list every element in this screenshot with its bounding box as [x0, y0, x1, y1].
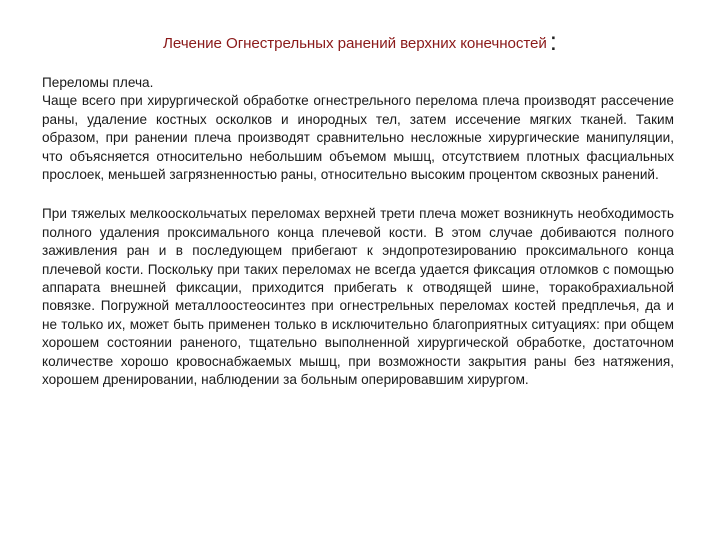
slide-title: Лечение Огнестрельных ранений верхних конечностей [162, 35, 547, 52]
section-subheading: Переломы плеча. [42, 75, 154, 90]
slide-body [42, 74, 674, 390]
paragraph-spacer [42, 184, 674, 205]
paragraph-2: При тяжелых мелкооскольчатых переломах верхней трети плеча может возникнуть необходимость полного удаления проксимального конца плечевой кости. В этом случае добиваются полного заживления ран и в последующем прибегают к эндопротезированию проксимального конца плечевой кости. Поскольку при таких переломах не всегда удается фиксация отломков с помощью аппарата внешней фиксации, приходится прибегать к отводящей шине, торакобрахиальной повязке. Погружной металлоостеосинтез при огнестрельных переломах костей предплечья, да и не только их, может быть применен только в исключительно благоприятных ситуациях: при общем хорошем состоянии раненого, тщательно выполненной хирургической обработке, достаточном количестве хорошо кровоснабжаемых мышц, при возможности закрытия раны без натяжения, хорошем дренировании, наблюдении за больным оперировавшим хирургом. [42, 206, 674, 388]
paragraph-1: Чаще всего при хирургической обработке огнестрельного перелома плеча производят рассечение раны, удаление костных осколков и инородных тел, затем иссечение мягких тканей. Таким образом, при ранении плеча производят сравнительно несложные хирургические манипуляции, что объясняется относительно небольшим объемом мышц, отсутствием плотных фасциальных прослоек, меньшей загрязненностью раны, относительно высоким процентом сквозных ранений. [42, 93, 674, 183]
slide-title-colon: : [549, 26, 557, 56]
slide-title-row [0, 24, 720, 55]
